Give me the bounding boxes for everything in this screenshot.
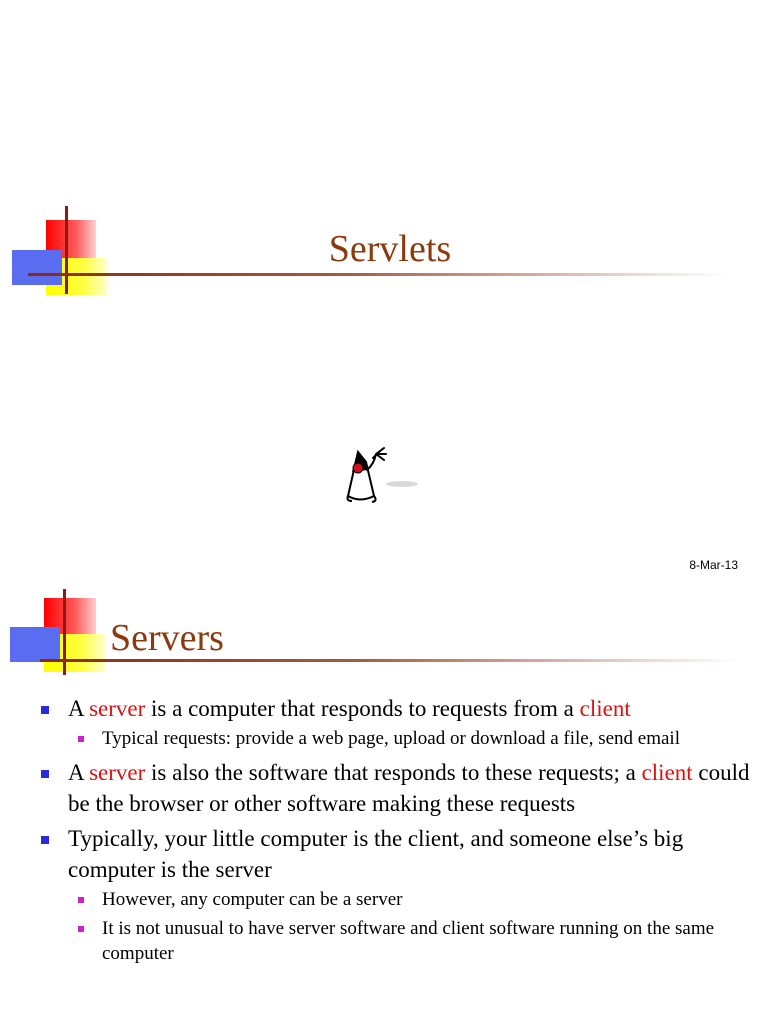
vertical-rule — [63, 589, 66, 675]
sub-bullet-item: However, any computer can be a server — [68, 887, 750, 912]
bullet-text — [68, 826, 683, 882]
title-underline — [28, 273, 728, 276]
slide-date: 8-Mar-13 — [689, 558, 738, 572]
bullet-list — [40, 693, 750, 972]
sub-bullet-item: Typical requests: provide a web page, upload or download a file, send email — [68, 726, 750, 751]
bullet-text-part: A — [68, 760, 90, 785]
highlighted-term: client — [579, 696, 631, 721]
sub-bullet-list — [68, 726, 750, 751]
slide-title: Servers — [110, 617, 224, 659]
title-underline — [40, 659, 740, 662]
sub-bullet-item: It is not unusual to have server software and client software running on the same computer — [68, 916, 750, 966]
bullet-text — [68, 696, 631, 721]
bullet-item — [40, 693, 750, 751]
bullet-text-part: Typically, your little computer is the client, and someone else’s big computer is the server — [68, 826, 684, 882]
bullet-text — [68, 760, 750, 816]
bullet-item — [40, 823, 750, 966]
slide-title: Servlets — [328, 228, 452, 270]
highlighted-term: server — [89, 696, 146, 721]
servers-slide — [0, 585, 768, 1024]
bullet-text-part: A — [68, 696, 90, 721]
bullet-text-part: is also the software that responds to these requests; a — [145, 760, 642, 785]
bullet-text-part: could be the browser or other software making these requests — [68, 760, 750, 816]
bullet-item — [40, 757, 750, 819]
sub-bullet-list — [68, 887, 750, 966]
bullet-text-part: is a computer that responds to requests from a — [145, 696, 580, 721]
highlighted-term: server — [89, 760, 146, 785]
java-duke-mascot-icon — [340, 446, 422, 509]
blue-square — [10, 627, 60, 662]
highlighted-term: client — [641, 760, 693, 785]
